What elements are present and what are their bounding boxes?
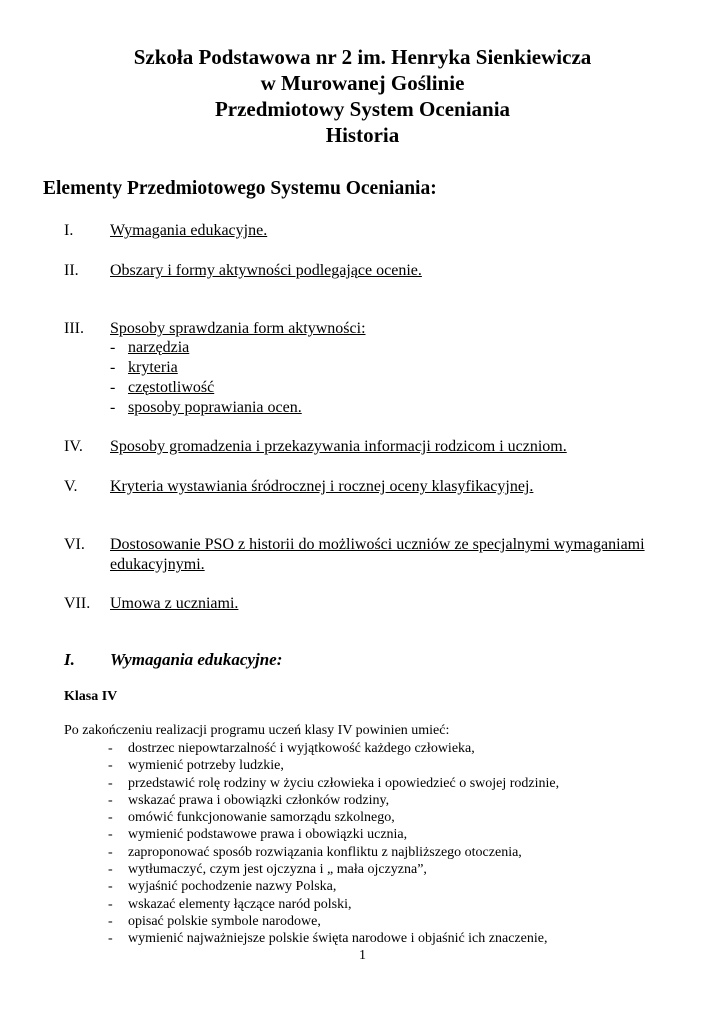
title-school-location: w Murowanej Goślinie xyxy=(260,71,465,95)
requirement-text: wskazać prawa i obowiązki członków rodziny, xyxy=(128,792,390,808)
dash-marker: - xyxy=(108,931,113,947)
dash-marker: - xyxy=(108,913,113,929)
requirement-text: dostrzec niepowtarzalność i wyjątkowość każdego człowieka, xyxy=(128,741,475,756)
toc-sub-link[interactable]: częstotliwość xyxy=(128,379,215,396)
intro-paragraph: Po zakończeniu realizacji programu uczeń klasy IV powinien umieć: xyxy=(64,723,450,738)
section-title: Wymagania edukacyjne: xyxy=(110,650,283,669)
toc-number: VII. xyxy=(64,595,91,612)
requirement-text: omówić funkcjonowanie samorządu szkolnego, xyxy=(128,810,395,826)
dash-marker: - xyxy=(110,379,116,396)
dash-marker: - xyxy=(110,339,116,356)
requirement-text: zaproponować sposób rozwiązania konfliktu z najbliższego otoczenia, xyxy=(128,844,522,860)
toc-number: III. xyxy=(64,320,84,337)
class-label: Klasa IV xyxy=(64,689,118,704)
dash-marker: - xyxy=(108,810,113,826)
toc-sub-link[interactable]: kryteria xyxy=(128,359,178,376)
toc-link[interactable]: Wymagania edukacyjne. xyxy=(110,222,268,239)
requirement-text: wskazać elementy łączące naród polski, xyxy=(128,896,352,912)
requirement-text: wyjaśnić pochodzenie nazwy Polska, xyxy=(128,879,337,895)
toc-number: IV. xyxy=(64,438,83,455)
dash-marker: - xyxy=(110,399,116,416)
toc-link[interactable]: Dostosowanie PSO z historii do możliwości uczniów ze specjalnymi wymaganiami edukacyjnymi. xyxy=(110,536,645,573)
requirement-text: opisać polskie symbole narodowe, xyxy=(128,913,321,929)
dash-marker: - xyxy=(108,775,113,791)
dash-marker: - xyxy=(108,844,113,860)
toc-link[interactable]: Kryteria wystawiania śródrocznej i rocznej oceny klasyfikacyjnej. xyxy=(110,478,534,495)
dash-marker: - xyxy=(108,879,113,895)
dash-marker: - xyxy=(110,359,116,376)
requirement-text: wymienić potrzeby ludzkie, xyxy=(128,758,284,774)
page-number: 1 xyxy=(359,948,366,963)
toc-sub-link[interactable]: narzędzia xyxy=(128,339,190,356)
requirement-text: wytłumaczyć, czym jest ojczyzna i „ mała ojczyzna”, xyxy=(128,862,427,878)
dash-marker: - xyxy=(108,758,113,774)
toc-link[interactable]: Umowa z uczniami. xyxy=(110,595,239,612)
dash-marker: - xyxy=(108,741,113,756)
title-school-name: Szkoła Podstawowa nr 2 im. Henryka Sienkiewicza xyxy=(133,45,592,69)
toc-link[interactable]: Sposoby gromadzenia i przekazywania informacji rodzicom i uczniom. xyxy=(110,438,567,455)
toc-sub-link[interactable]: sposoby poprawiania ocen. xyxy=(128,399,302,416)
dash-marker: - xyxy=(108,827,113,843)
dash-marker: - xyxy=(108,792,113,808)
title-system-name: Przedmiotowy System Oceniania xyxy=(214,97,511,121)
section-number: I. xyxy=(64,650,75,669)
dash-marker: - xyxy=(108,896,113,912)
elements-heading: Elementy Przedmiotowego Systemu Oceniania: xyxy=(43,178,437,199)
document-title xyxy=(0,44,725,148)
dash-marker: - xyxy=(108,862,113,878)
toc-number: VI. xyxy=(64,536,85,553)
toc-link[interactable]: Obszary i formy aktywności podlegające ocenie. xyxy=(110,262,422,279)
requirement-text: wymienić najważniejsze polskie święta narodowe i objaśnić ich znaczenie, xyxy=(128,931,548,947)
toc-number: V. xyxy=(64,478,78,495)
requirement-text: przedstawić rolę rodziny w życiu człowieka i opowiedzieć o swojej rodzinie, xyxy=(128,775,560,791)
requirement-text: wymienić podstawowe prawa i obowiązki ucznia, xyxy=(128,827,408,843)
toc-number: II. xyxy=(64,262,79,279)
title-subject: Historia xyxy=(325,123,400,147)
toc-link[interactable]: Sposoby sprawdzania form aktywności: xyxy=(110,320,366,337)
toc-number: I. xyxy=(64,222,74,239)
